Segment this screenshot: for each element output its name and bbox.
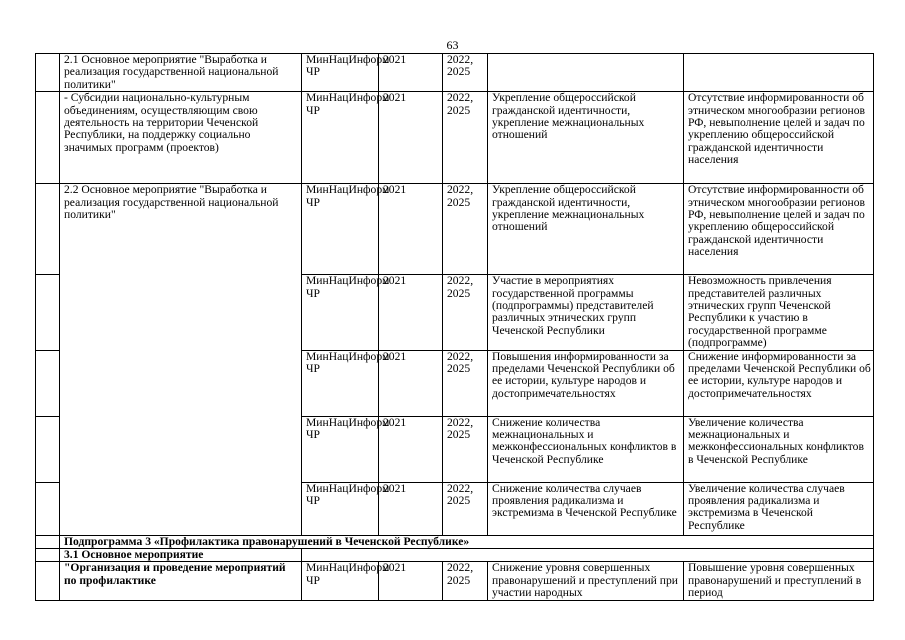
blank-cell (302, 549, 874, 562)
table-row (36, 562, 874, 600)
start-year-cell: 2021 (379, 92, 443, 184)
agency-cell: МинНацИнформ ЧР (302, 54, 379, 92)
event-name-cell: 2.1 Основное мероприятие "Выработка и реализация государственной национальной политики" (60, 54, 302, 92)
blank-cell (36, 184, 60, 275)
end-year-cell: 2022, 2025 (443, 92, 488, 184)
consequence-cell: Увеличение количества случаев проявления радикализма и экстремизма в Чеченской Республике (684, 482, 874, 535)
table-row (36, 54, 874, 92)
event-name-cell: "Организация и проведение мероприятий по профилактике (60, 562, 302, 600)
start-year-cell: 2021 (379, 416, 443, 482)
consequence-cell: Отсутствие информированности об этническом многообразии регионов РФ, невыполнение целей и задач по укреплению общероссийской гражданской идентичности населения (684, 92, 874, 184)
blank-cell (36, 482, 60, 535)
table-row (36, 184, 874, 275)
blank-cell (36, 350, 60, 416)
agency-cell: МинНацИнформ ЧР (302, 184, 379, 275)
start-year-cell: 2021 (379, 184, 443, 275)
table-row (36, 549, 874, 562)
blank-cell (36, 549, 60, 562)
agency-cell: МинНацИнформ ЧР (302, 562, 379, 600)
consequence-cell: Отсутствие информированности об этническом многообразии регионов РФ, невыполнение целей и задач по укреплению общероссийской гражданской идентичности населения (684, 184, 874, 275)
agency-cell: МинНацИнформ ЧР (302, 416, 379, 482)
result-cell: Укрепление общероссийской гражданской идентичности, укрепление межнациональных отношений (488, 184, 684, 275)
end-year-cell: 2022, 2025 (443, 54, 488, 92)
agency-cell: МинНацИнформ ЧР (302, 92, 379, 184)
start-year-cell: 2021 (379, 562, 443, 600)
end-year-cell: 2022, 2025 (443, 562, 488, 600)
event-name-cell: 2.2 Основное мероприятие "Выработка и реализация государственной национальной политики" (60, 184, 302, 535)
end-year-cell: 2022, 2025 (443, 350, 488, 416)
page-number: 63 (446, 38, 459, 52)
consequence-cell: Невозможность привлечения представителей различных этнических групп Чеченской Республики к участию в государственной программе (подпрограмме) (684, 275, 874, 350)
result-cell: Участие в мероприятиях государственной программы (подпрограммы) представителей различных этнических групп Чеченской Республики (488, 275, 684, 350)
start-year-cell: 2021 (379, 54, 443, 92)
result-cell: Снижение уровня совершенных правонарушений и преступлений при участии народных (488, 562, 684, 600)
program-table (35, 53, 874, 601)
end-year-cell: 2022, 2025 (443, 184, 488, 275)
subprogram-heading: Подпрограмма 3 «Профилактика правонарушений в Чеченской Республике» (60, 535, 874, 548)
result-cell: Снижение количества межнациональных и межконфессиональных конфликтов в Чеченской Республике (488, 416, 684, 482)
end-year-cell: 2022, 2025 (443, 275, 488, 350)
result-cell: Снижение количества случаев проявления радикализма и экстремизма в Чеченской Республике (488, 482, 684, 535)
result-cell (488, 54, 684, 92)
blank-cell (36, 416, 60, 482)
result-cell: Повышения информированности за пределами Чеченской Республики об ее истории, культуре народов и достопримечательностях (488, 350, 684, 416)
blank-cell (36, 54, 60, 92)
consequence-cell: Снижение информированности за пределами Чеченской Республики об ее истории, культуре народов и достопримечательностях (684, 350, 874, 416)
end-year-cell: 2022, 2025 (443, 416, 488, 482)
end-year-cell: 2022, 2025 (443, 482, 488, 535)
consequence-cell: Повышение уровня совершенных правонарушений и преступлений в период (684, 562, 874, 600)
consequence-cell: Увеличение количества межнациональных и межконфессиональных конфликтов в Чеченской Республике (684, 416, 874, 482)
blank-cell (36, 535, 60, 548)
start-year-cell: 2021 (379, 350, 443, 416)
table-row (36, 92, 874, 184)
result-cell: Укрепление общероссийской гражданской идентичности, укрепление межнациональных отношений (488, 92, 684, 184)
start-year-cell: 2021 (379, 275, 443, 350)
blank-cell (36, 92, 60, 184)
event-name-cell: - Субсидии национально-культурным объединениям, осуществляющим свою деятельность на территории Чеченской Республики, на поддержку социально значимых программ (проектов) (60, 92, 302, 184)
agency-cell: МинНацИнформ ЧР (302, 275, 379, 350)
agency-cell: МинНацИнформ ЧР (302, 350, 379, 416)
start-year-cell: 2021 (379, 482, 443, 535)
event-heading: 3.1 Основное мероприятие (60, 549, 302, 562)
blank-cell (36, 275, 60, 350)
consequence-cell (684, 54, 874, 92)
agency-cell: МинНацИнформ ЧР (302, 482, 379, 535)
blank-cell (36, 562, 60, 600)
table-row (36, 535, 874, 548)
